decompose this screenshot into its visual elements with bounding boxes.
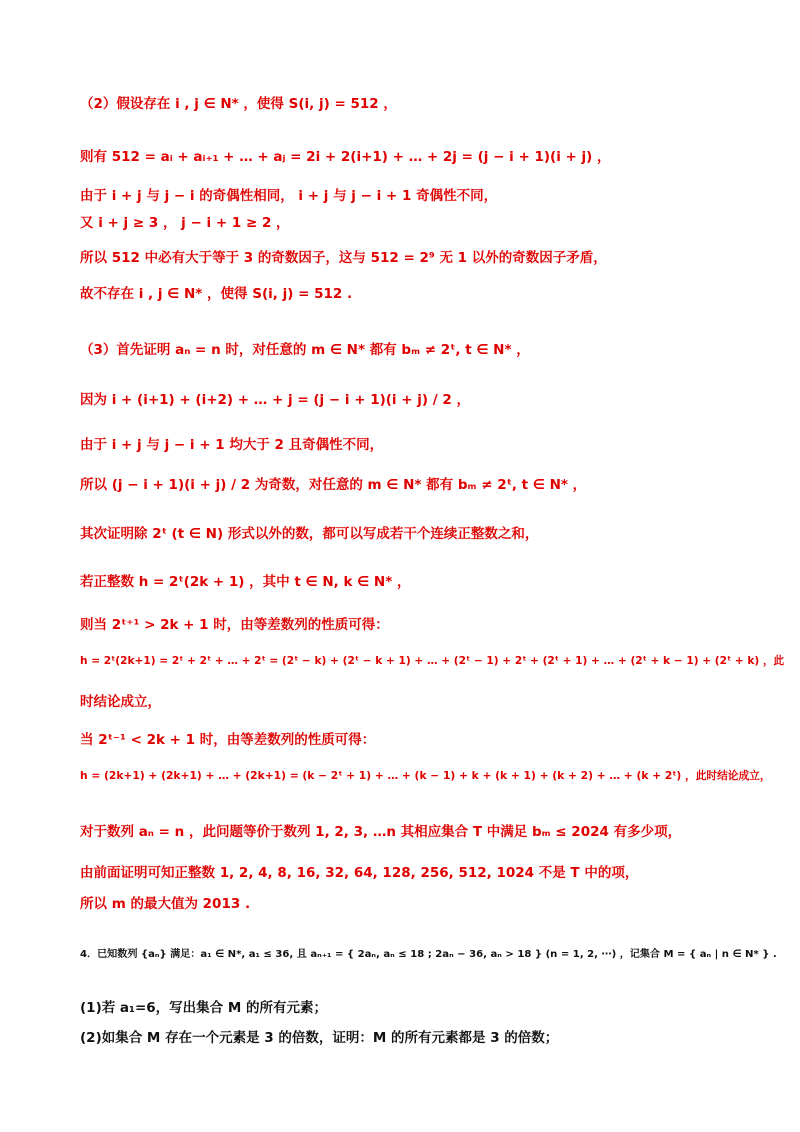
solution-part3-line4: 所以 (j − i + 1)(i + j) / 2 为奇数，对任意的 m ∈ N* 都有 bₘ ≠ 2ᵗ, t ∈ N* ， (80, 477, 587, 493)
solution-part3-line12: 对于数列 aₙ = n ，此问题等价于数列 1, 2, 3, …n 其相应集合 T 中满足 bₘ ≤ 2024 有多少项， (80, 824, 682, 840)
solution-part2-line1: （2）假设存在 i , j ∈ N* ，使得 S(i, j) = 512 ， (80, 96, 397, 112)
question4-part2: (2)如集合 M 存在一个元素是 3 的倍数，证明：M 的所有元素都是 3 的倍数； (80, 1030, 559, 1046)
solution-part3-line14: 所以 m 的最大值为 2013 . (80, 896, 251, 912)
solution-part2-line4: 又 i + j ≥ 3 ， j − i + 1 ≥ 2 ， (80, 215, 290, 231)
solution-part3-line1: （3）首先证明 aₙ = n 时，对任意的 m ∈ N* 都有 bₘ ≠ 2ᵗ, t ∈ N* ， (80, 342, 530, 358)
solution-part2-line2: 则有 512 = aᵢ + aᵢ₊₁ + … + aⱼ = 2i + 2(i+1) + … + 2j = (j − i + 1)(i + j) ， (80, 149, 611, 165)
solution-part3-line2: 因为 i + (i+1) + (i+2) + … + j = (j − i + 1)(i + j) / 2 ， (80, 392, 470, 408)
solution-part3-line7: 则当 2ᵗ⁺¹ > 2k + 1 时，由等差数列的性质可得： (80, 617, 389, 633)
solution-part3-line6: 若正整数 h = 2ᵗ(2k + 1) ，其中 t ∈ N, k ∈ N* ， (80, 574, 411, 590)
solution-part3-line10: 当 2ᵗ⁻¹ < 2k + 1 时，由等差数列的性质可得： (80, 732, 376, 748)
solution-part2-line6: 故不存在 i , j ∈ N* ，使得 S(i, j) = 512 . (80, 286, 353, 302)
solution-part3-line8: h = 2ᵗ(2k+1) = 2ᵗ + 2ᵗ + … + 2ᵗ = (2ᵗ − k) + (2ᵗ − k + 1) + … + (2ᵗ − 1) + 2ᵗ + (2ᵗ + 1) + … + (2ᵗ + k − 1) + (2ᵗ + k) ，此 (80, 655, 785, 667)
solution-part2-line5: 所以 512 中必有大于等于 3 的奇数因子，这与 512 = 2⁹ 无 1 以外的奇数因子矛盾， (80, 250, 607, 266)
solution-part2-line3: 由于 i + j 与 j − i 的奇偶性相同， i + j 与 j − i + 1 奇偶性不同， (80, 188, 498, 204)
question4-part1: (1)若 a₁=6，写出集合 M 的所有元素； (80, 1000, 327, 1016)
question4-stem: 4．已知数列 {aₙ} 满足：a₁ ∈ N*, a₁ ≤ 36, 且 aₙ₊₁ = { 2aₙ, aₙ ≤ 18 ; 2aₙ − 36, aₙ > 18 } (n = 1, 2, ⋯) ，记集合 M = { aₙ | n ∈ N* } . (80, 949, 777, 960)
solution-part3-line9: 时结论成立， (80, 694, 161, 710)
solution-part3-line13: 由前面证明可知正整数 1, 2, 4, 8, 16, 32, 64, 128, 256, 512, 1024 不是 T 中的项， (80, 865, 639, 881)
solution-part3-line11: h = (2k+1) + (2k+1) + … + (2k+1) = (k − 2ᵗ + 1) + … + (k − 1) + k + (k + 1) + (k + 2) + … + (k + 2ᵗ) ，此时结论成立， (80, 769, 771, 782)
solution-part3-line5: 其次证明除 2ᵗ (t ∈ N) 形式以外的数，都可以写成若干个连续正整数之和， (80, 526, 539, 542)
solution-part3-line3: 由于 i + j 与 j − i + 1 均大于 2 且奇偶性不同， (80, 437, 384, 453)
